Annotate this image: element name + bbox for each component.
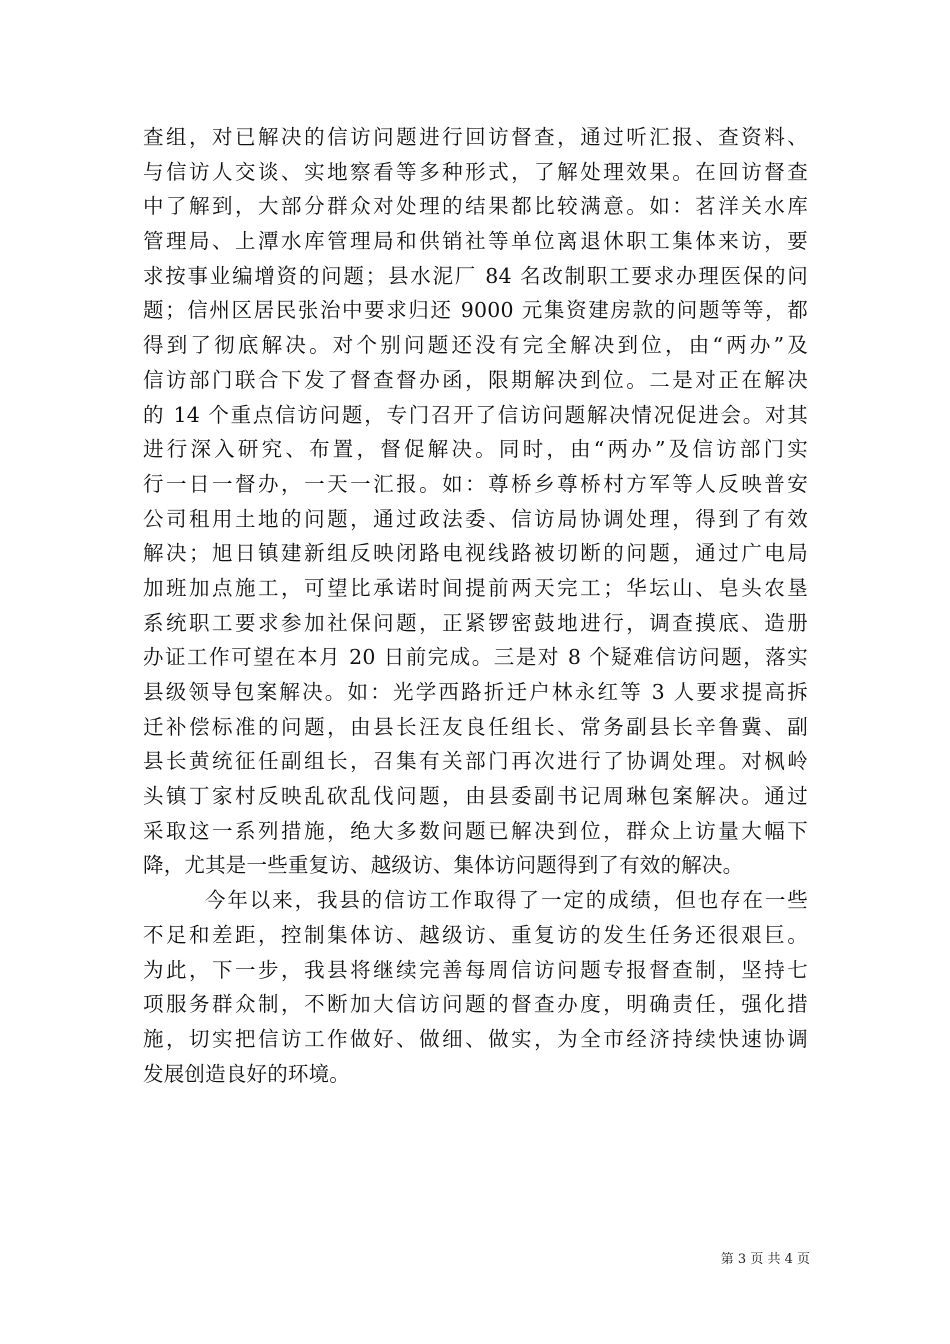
text-line: 进行深入研究、布置，督促解决。同时，由“两办”及信访部门实	[143, 437, 808, 462]
text-line: 信访部门联合下发了督查督办函，限期解决到位。二是对正在解决	[143, 367, 808, 392]
page-number: 第 3 页 共 4 页	[720, 1252, 810, 1267]
text-line: 迁补偿标准的问题，由县长汪友良任组长、常务副县长辛鲁冀、副	[143, 714, 808, 739]
text-line: 管理局、上潭水库管理局和供销社等单位离退休职工集体来访，要	[143, 229, 808, 254]
text-line: 县级领导包案解决。如：光学西路折迁户林永红等 3 人要求提高拆	[143, 680, 808, 704]
text-line: 加班加点施工，可望比承诺时间提前两天完工；华坛山、皂头农垦	[143, 575, 808, 600]
text-line: 的 14 个重点信访问题，专门召开了信访问题解决情况促进会。对其	[143, 402, 808, 427]
text-line: 系统职工要求参加社保问题，正紧锣密鼓地进行，调查摸底、造册	[143, 610, 808, 635]
text-line: 办证工作可望在本月 20 日前完成。三是对 8 个疑难信访问题，落实	[143, 645, 808, 670]
text-line: 头镇丁家村反映乱砍乱伐问题，由县委副书记周琳包案解决。通过	[143, 784, 808, 809]
text-line: 题；信州区居民张治中要求归还 9000 元集资建房款的问题等等，都	[143, 298, 808, 323]
text-line: 解决；旭日镇建新组反映闭路电视线路被切断的问题，通过广电局	[143, 541, 808, 566]
text-line: 得到了彻底解决。对个别问题还没有完全解决到位，由“两办”及	[143, 333, 808, 358]
text-line: 县长黄统征任副组长，召集有关部门再次进行了协调处理。对枫岭	[143, 749, 808, 774]
paragraph-start-line: 今年以来，我县的信访工作取得了一定的成绩，但也存在一些	[205, 888, 808, 913]
text-line: 降，尤其是一些重复访、越级访、集体访问题得到了有效的解决。	[143, 853, 744, 878]
text-line: 发展创造良好的环境。	[143, 1061, 350, 1086]
text-line: 行一日一督办，一天一汇报。如：尊桥乡尊桥村方军等人反映普安	[143, 471, 808, 496]
text-line: 与信访人交谈、实地察看等多种形式，了解处理效果。在回访督查	[143, 159, 808, 184]
text-line: 求按事业编增资的问题；县水泥厂 84 名改制职工要求办理医保的问	[143, 263, 808, 288]
text-line: 中了解到，大部分群众对处理的结果都比较满意。如：茗洋关水库	[143, 194, 808, 219]
text-line: 采取这一系列措施，绝大多数问题已解决到位，群众上访量大幅下	[143, 818, 808, 843]
text-line: 公司租用土地的问题，通过政法委、信访局协调处理，得到了有效	[143, 506, 808, 531]
document-body	[143, 120, 808, 1091]
text-line: 查组，对已解决的信访问题进行回访督查，通过听汇报、查资料、	[143, 125, 808, 149]
text-line: 不足和差距，控制集体访、越级访、重复访的发生任务还很艰巨。	[143, 922, 808, 947]
text-line: 施，切实把信访工作做好、做细、做实，为全市经济持续快速协调	[143, 1026, 808, 1051]
text-line: 项服务群众制，不断加大信访问题的督查办度，明确责任，强化措	[143, 992, 808, 1017]
text-line: 为此，下一步，我县将继续完善每周信访问题专报督查制，坚持七	[143, 957, 808, 982]
